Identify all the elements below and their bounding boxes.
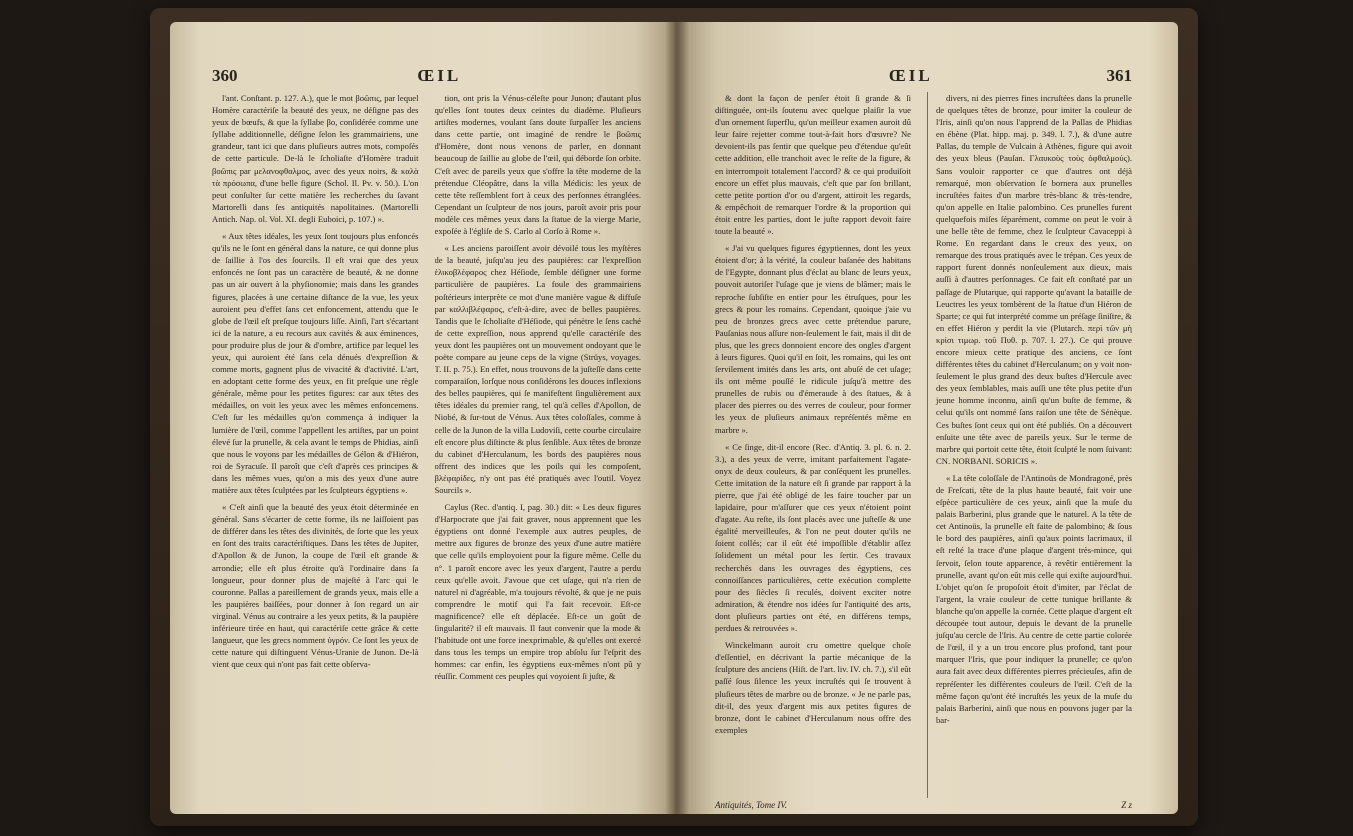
right-column-1: [715, 92, 911, 798]
left-page: [170, 22, 675, 814]
page-footer: [715, 800, 1132, 810]
running-title-left: ŒIL: [417, 66, 462, 85]
paragraph: Caylus (Rec. d'antiq. I, pag. 30.) dit: « Les deux figures d'Harpocrate que j'ai fait graver, nous apprennent que les égyptiens ont donné l'exemple aux autres peuples, de mettre aux figures de bronze des yeux d'une autre matière que celle qu'ils employoient pour la figure même. Celle du n°. 1 paroît encore avec les yeux d'argent, l'autre a perdu ceux qu'elle avoit. J'avoue que cet uſage, qui n'a rien de naturel ni d'agréable, m'a toujours révolté, & que je ne puis comprendre le motif qui l'a fait recevoir. Eſt-ce magnificence? elle eſt déplacée. Eſt-ce un goût de ſingularité? il eſt mauvais. Il faut convenir que la mode & l'habitude ont une force inexprimable, & qu'elles ont exercé dans tous les temps un empire trop abſolu ſur l'eſprit des hommes: car enfin, les égyptiens eux-mêmes n'ont pû y réuſſir. Comment ces peuples qui voyoient ſi juſte, &: [434, 502, 641, 682]
right-column-2: [927, 92, 1132, 798]
paragraph: « Les anciens paroiſſent avoir dévoilé tous les myſtères de la beauté, juſqu'au jeu des paupières: car l'expreſſion ἑλικοβλέφαρος chez Héſiode, ſemble déſigner une forme particulière de paupières. La foule des grammairiens poſtérieurs interprète ce mot d'une manière vague & diffuſe par καλλιβλέφαρος, c'eſt-à-dire, avec de belles paupières. Tandis que le ſcholiaſte d'Héſiode, qui pénètre le ſens caché de cette expreſſion, nous apprend qu'elle caractériſe des yeux dont les paupières ont un mouvement ondoyant que le poëte compare au jeune ceps de la vigne (Strüys, voyages. T. II. p. 75.). En effet, nous trouvons de la juſteſſe dans cette comparaiſon, lorſque nous conſidérons les douces inflexions des belles paupières, qui ſe manifeſtent ſingulièrement aux têtes idéales du premier rang, tel qu'à celles d'Apollon, de Niobé, & ſur-tout de Vénus. Aux têtes coloſſales, comme à celle de la Junon de la villa Ludoviſi, cette courbe circulaire eſt encore plus diſtincte & plus ſenſible. Aux têtes de bronze du cabinet d'Herculanum, les bords des paupières nous offrent des indices que les poils qui les compoſent, βλέφαρίδες, n'y ont pas été pratiqués avec l'outil. Voyez Sourcils ».: [434, 243, 641, 495]
right-page: [675, 22, 1178, 814]
right-page-header: [715, 66, 1132, 86]
paragraph: tion, ont pris la Vénus-céleſte pour Junon; d'autant plus qu'elles ſont toutes deux ceintes du diadème. Pluſieurs artiſtes modernes, voulant ſans doute ſurpaſſer les anciens dans cette partie, ont imaginé de rendre le βοῶπις d'Homère, dont nous venons de parler, en donnant beaucoup de ſaillie au globe de l'œil, qui déborde ſon orbite. C'eſt avec de pareils yeux que s'offre la tête moderne de la prétendue Cléopâtre, dans la villa Médicis: les yeux de cette tête reſſemblent fort à ceux des perſonnes étranglées. Cependant un ſculpteur de nos jours, paroît avoir pris pour modèle ces mêmes yeux dans la ſtatue de la vierge Marie, expoſée à l'égliſe de S. Carlo al Corſo à Rome ».: [434, 93, 641, 237]
paragraph: divers, ni des pierres fines incruſtées dans la prunelle de quelques têtes de bronze, pour imiter la couleur de l'Iris, ainſi qu'on nous l'apprend de la Pallas de Phidias en ébène (Plat. hipp. maj. p. 349. l. 7.), & d'une autre Pallas, du temple de Vulcain à Athènes, figure qui avoit des yeux bleus (Pauſan. Γλαυκοὺς τοὺς ὀφθαλμούς). Sans vouloir rapporter ce que d'autres ont déjà remarqué, mon obſervation ſe bornera aux prunelles incruſtées faites d'un marbre très-blanc & très-tendre, qu'on appelle en Italie palombino. Ces prunelles furent quelquefois miſes ſéparément, comme on peut le voir à une belle tête de femme, chez le ſculpteur Cavaceppi à Rome. En regardant dans le creux des yeux, on remarque des trous pratiqués avec le trépan. Ces yeux de rapport furent donnés nonſeulement aux dieux, mais auſſi à d'autres perſonnages. Ce fait eſt conſtaté par un paſſage de Plutarque, qui rapporte qu'avant la bataille de Leuctres les yeux tombèrent de la ſtatue d'un Hiéron de Sparte; ce qui fut interprété comme un préſage ſiniſtre, & en effet Hiéron y perdit la vie (Plutarch. περὶ τῶν μὴ κρίσι τιμωρ. τοῦ Πυθ. p. 707. l. 27.). Ce qui prouve encore mieux cette pratique des anciens, ce ſont différentes têtes du cabinet d'Herculanum; on y voit non-ſeulement le plus grand des deux buſtes d'Hercule avec des yeux ſemblables, mais auſſi une tête plus petite d'un jeune homme inconnu, ainſi qu'un buſte de femme, & celui qu'ils ont nommé ſans raiſon une tête de Sénèque. Ces buſtes ſont ceux qui ont été publiés. On a découvert enſuite une tête avec de pareils yeux. Sur le terme de marbre qui portoit cette tête, étoit ſculpté le nom ſuivant: CN. NORBANI. SORICIS ».: [936, 93, 1132, 466]
paragraph: l'ant. Conſtant. p. 127. A.), que le mot βοῶπις, par lequel Homère caractériſe la beauté des yeux, ne déſigne pas des yeux de bœufs, & que la ſyllabe βο, conſidérée comme une ſyllabe additionnelle, déſigne ſelon les grammairiens, une grandeur, tant ici que dans pluſieurs autres mots, compoſés de cette particule. De-là le ſcholiaſte d'Homère traduit βοῶπις par μελανοφθαλμος, avec des yeux noirs, & καλὰ τὰ πρόσωπα, d'une belle figure (Schol. Il. Pv. v. 50.). L'on peut conſulter ſur cette matière les recherches du ſavant Martorelli dans ſes antiquités napolitaines. (Martorelli Antich. Nap. ol. Vol. XI. degli Euboici, p. 107.) ».: [212, 93, 419, 224]
left-page-header: [212, 66, 641, 86]
page-number-right: 361: [1106, 66, 1132, 85]
paragraph: « La tête coloſſale de l'Antinoüs de Mondragoné, près de Freſcati, tête de la plus haute beauté, fait voir une eſpèce particulière de ces yeux, ainſi que la muſe du palais Barberini, plus grande que le naturel. A la tête de cet Antinoüs, la prunelle eſt faite de palombino; & ſous le bord des paupières, ainſi qu'aux points lacrimaux, il eſt reſté la trace d'une plaque d'argent très-mince, qui ſervoit, ſelon toute apparence, à revêtir entièrement la prunelle, avant qu'on eût mis celle qui exiſte aujourd'hui. L'objet qu'on ſe propoſoit étoit d'imiter, par l'éclat de l'argent, la vraie couleur de cette tunique brillante & blanche qu'on appelle la cornée. Cette plaque d'argent eſt découpée tout autour, depuis le devant de la prunelle juſqu'au cercle de l'Iris. Au centre de cette partie colorée de l'œil, il y a un trou encore plus profond, tant pour marquer l'Iris, que pour indiquer la prunelle; ce qu'on aura fait avec deux différentes pierres précieuſes, afin de repréſenter les différentes couleurs de l'œil. C'eſt de la même façon qu'ont été incruſtés les yeux de la muſe du palais Barberini, ainſi que nous en pouvons juger par la bar-: [936, 472, 1132, 725]
paragraph: « J'ai vu quelques figures égyptiennes, dont les yeux étoient d'or; à la vérité, la couleur baſanée des habitans de l'Egypte, donnant plus d'éclat au blanc de leurs yeux, pouvoit autoriſer l'uſage que je viens de blâmer; mais le reproche ſubſiſte en entier pour les étruſques, pour les grecs & pour les romains. Cependant, quoique j'aie vu peu de bronzes grecs avec cette prétendue parure, Pauſanias nous aſſure non-ſeulement le fait, mais il dit de plus, que les grecs donnoient encore des ongles d'argent à leurs figures. Quoi qu'il en ſoit, les romains, qui les ont ſervilement imités dans les arts, ont abuſé de cet uſage; ils ont même pouſſé le ridicule juſqu'à mettre des prunelles de rubis ou d'émeraude à des ſtatues, & à placer des pierres ou des verres de couleur, pour former les yeux de pluſieurs animaux repréſentés même en marbre ».: [715, 243, 911, 435]
volume-footer: Antiquités, Tome IV.: [715, 800, 788, 810]
paragraph: « Ce ſinge, dit-il encore (Rec. d'Antiq. 3. pl. 6. n. 2. 3.), a des yeux de verre, imitant parfaitement l'agate-onyx de deux couleurs, & par conſéquent les prunelles. Cette imitation de la nature eſt ſi grande par rapport à la pierre, que j'ai été obligé de les faire toucher par un lapidaire, pour m'aſſurer que ces yeux n'étoient point d'agate. Au reſte, ils ſont placés avec une juſteſſe & une égalité merveilleuſes, & l'on ne peut douter qu'ils ne ſoient collés; car il eût été impoſſible d'établir aſſez ſolidement un métal pour les ſertir. Ces travaux recherchés dans les ouvrages des égyptiens, ces connoiſſances particulières, cette exécution complette pour des ſiècles ſi reculés, doivent exciter notre admiration, & étendre nos idées ſur l'antiquité des arts, dont pluſieurs parties ont été, en différens temps, perdues & retrouvées ».: [715, 441, 911, 634]
paragraph: « C'eſt ainſi que la beauté des yeux étoit déterminée en général. Sans s'écarter de cette forme, ils ne laiſſoient pas de différer dans les têtes des divinités, de ſorte que les yeux en ſont des traits caractériſtiques. Dans les têtes de Jupiter, d'Apollon & de Junon, la coupe de l'œil eſt grande & arrondie; elle eſt plus étroite qu'à l'ordinaire dans ſa longueur, pour donner plus de majeſté à l'arc qui le couronne. Pallas a pareillement de grands yeux, mais elle a les paupières baiſſées, pour donner à ſon regard un air virginal. Vénus au contraire a les yeux petits, & la paupière inférieure tirée en haut, qui caractériſe cette grâce & cette langueur, que les grecs nomment ὑγρόν. Ce ſont les yeux de cette nature qui diſtinguent Vénus-Uranie de Junon. De-là vient que ceux qui n'ont pas fait cette obſerva-: [212, 502, 419, 670]
running-title-right: ŒIL: [888, 66, 933, 85]
paragraph: Winckelmann auroit cru omettre quelque choſe d'eſſentiel, en décrivant la partie mécanique de la ſculpture des anciens (Hiſt. de l'art. liv. IV. ch. 7.), s'il eût paſſé ſous ſilence les yeux incruſtés qui ſe trouvent à pluſieurs têtes de marbre ou de bronze. « Je ne parle pas, dit-il, des yeux d'argent mis aux petites figures de bronze, dont le cabinet d'Herculanum nous offre des exemples: [715, 640, 911, 735]
left-column-2: [435, 92, 642, 812]
page-number-left: 360: [212, 66, 238, 85]
paragraph: & dont la façon de penſer étoit ſi grande & ſi diſtinguée, ont-ils ſoutenu avec quelque plaiſir la vue d'un ornement ſuperflu, qu'un meilleur examen auroit dû leur faire rejetter comme tout-à-fait hors d'œuvre? Ne devoient-ils pas ſentir que quelque peu d'étendue qu'eût cette addition, elle tranchoit avec le reſte de la figure, & en interrompoit totalement l'accord? & ce qui produiſoit encore un effet plus mauvais, c'eſt que par ſon brillant, cette petite portion d'or ou d'argent, attiroit les regards, & empêchoit de remarquer l'ordre & la proportion qui étoit entre les parties, dont le juſte rapport devoit faire toute la beauté ».: [715, 93, 911, 237]
signature-mark: Z z: [1121, 800, 1132, 810]
left-column-1: [212, 92, 419, 812]
book-spread: [170, 22, 1178, 814]
paragraph: « Aux têtes idéales, les yeux ſont toujours plus enfoncés qu'ils ne le ſont en général dans la nature, ce qui donne plus de ſaillie à l'os des ſourcils. Il eſt vrai que des yeux enfoncés ne ſont pas un caractère de beauté, & ne donne pas un air ouvert à la phyſionomie; mais dans les grandes figures, placées à une certaine diſtance de la vue, les yeux auroient peu d'effet ſans cet enfoncement, attendu que le globe de l'œil eſt preſque toujours liſſe. Ainſi, l'art s'écartant ici de la nature, a eu recours aux cavités & aux éminences, pour produire plus de jour & d'ombre, artifice par lequel les yeux, qui auroient été ſans cela dénués d'expreſſion & comme morts, gagnent plus de vivacité & d'activité. L'art, en adoptant cette forme des yeux, en fit preſque une règle générale, même pour les petites figures: car aux têtes des médailles, on voit les yeux avec les mêmes enfoncemens. C'eſt ſur les médailles qu'on commença à indiquer la lumière de l'œil, comme l'appellent les artiſtes, par un point élevé ſur la prunelle, & cela avant le temps de Phidias, ainſi que nous le voyons par les médailles de Gélon & d'Hiéron, roi de Syracuſe. Il paroît que c'eſt d'après ces principes & dans les mêmes vues, qu'on a mis des yeux d'une autre matière aux têtes ſculptées par les ſculpteurs égyptiens ».: [212, 231, 419, 495]
